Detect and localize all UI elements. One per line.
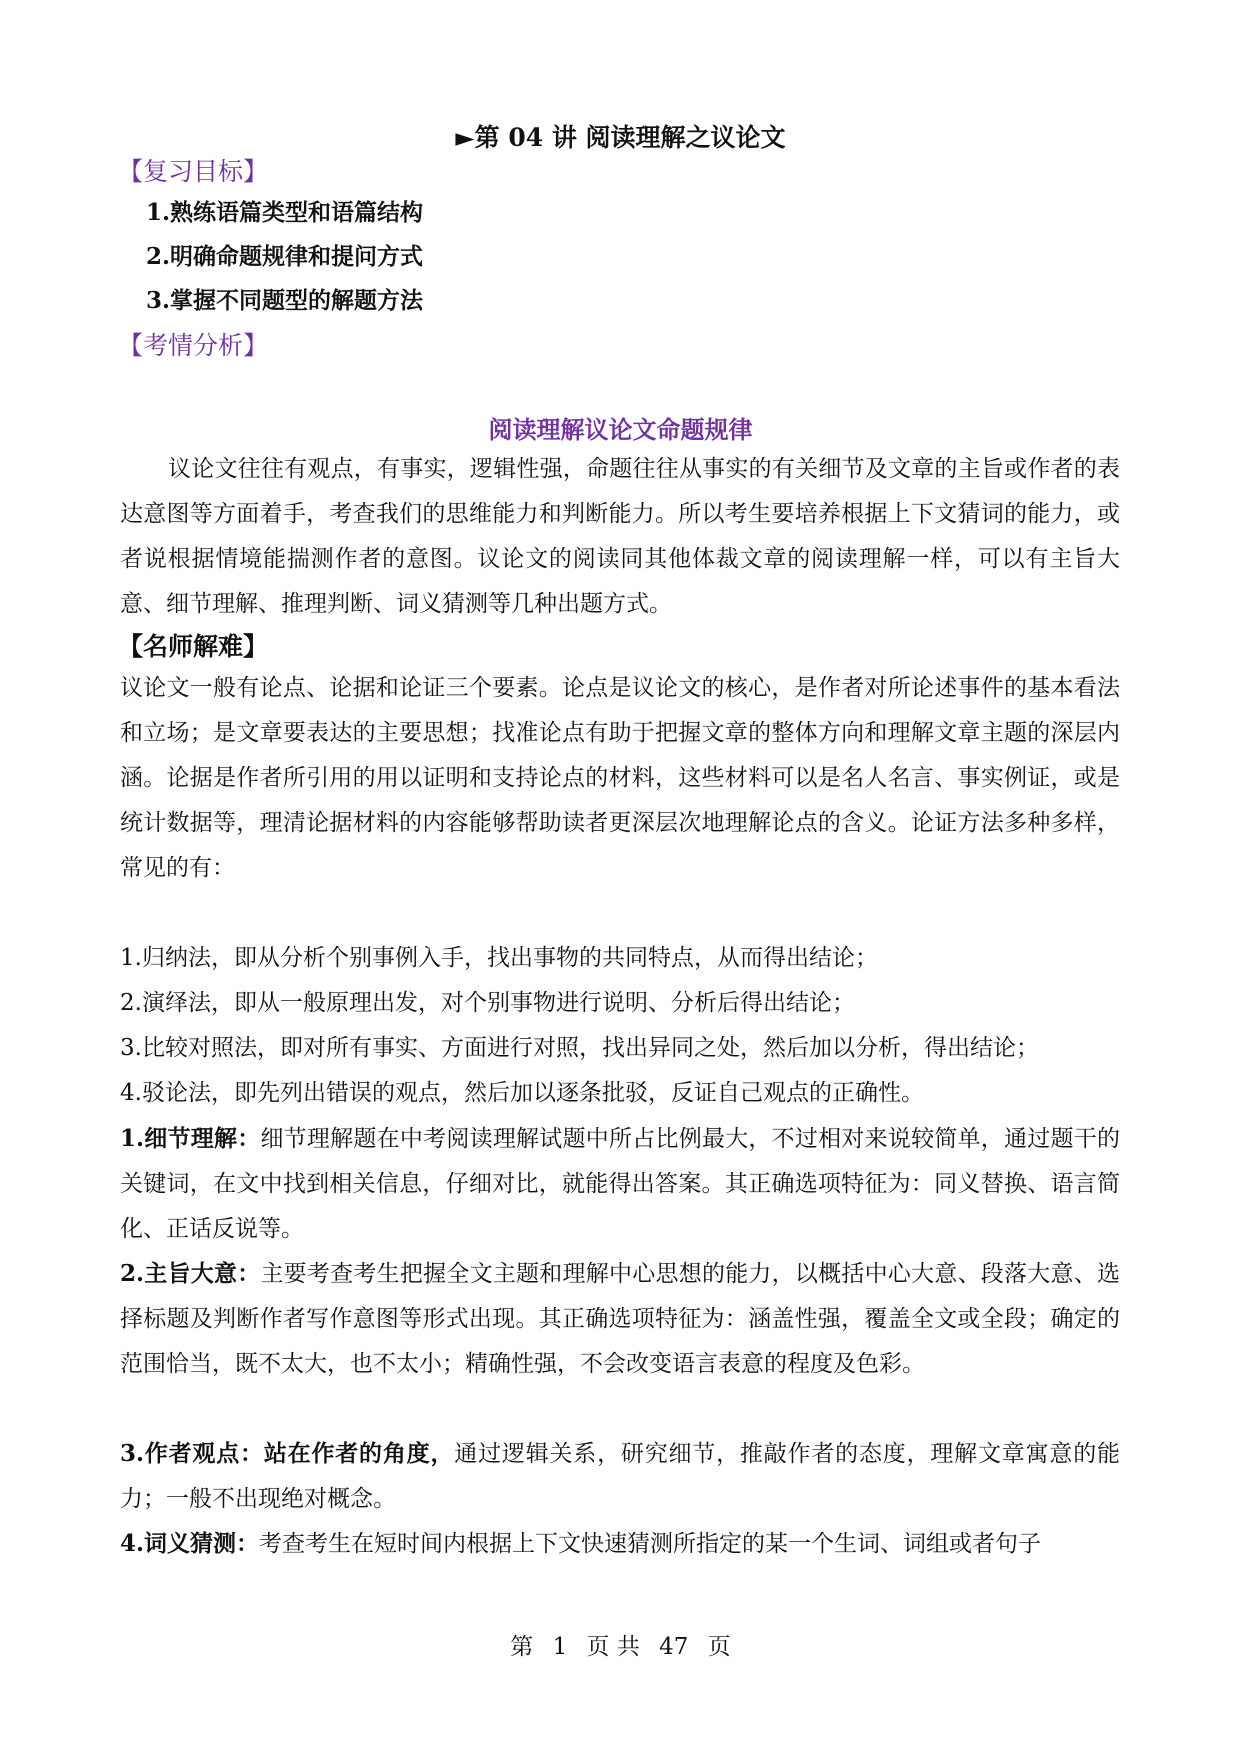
review-goals-heading: 【复习目标】 (118, 157, 269, 186)
teacher-intro-paragraph: 议论文一般有论点、论据和论证三个要素。论点是议论文的核心，是作者对所论述事件的基本看法和立场；是文章要表达的主要思想；找准论点有助于把握文章的整体方向和理解文章主题的深层内涵。论据是作者所引用的用以证明和支持论点的材料，这些材料可以是名人名言、事实例证，或是统计数据等，理清论据材料的内容能够帮助读者更深层次地理解论点的含义。论证方法多种多样，常见的有： (120, 675, 1120, 881)
type-label: 1.细节理解： (120, 1125, 261, 1152)
method-item: 2.演绎法，即从一般原理出发，对个别事物进行说明、分析后得出结论； (120, 990, 855, 1016)
type-text: 主要考查考生把握全文主题和理解中心思想的能力，以概括中心大意、段落大意、选择标题及判断作者写作意图等形式出现。其正确选项特征为：涵盖性强，覆盖全文或全段；确定的范围恰当，既不太大，也不太小；精确性强，不会改变语言表意的程度及色彩。 (120, 1261, 1120, 1377)
footer-suffix: 页 (707, 1634, 731, 1660)
footer-mid: 页 共 (586, 1634, 640, 1660)
goal-item: 3.掌握不同题型的解题方法 (146, 287, 424, 314)
type-label: 2.主旨大意： (120, 1260, 261, 1287)
teacher-heading: 【名师解难】 (118, 632, 269, 661)
goal-item: 1.熟练语篇类型和语篇结构 (146, 199, 424, 226)
footer-prefix: 第 (510, 1634, 534, 1660)
method-item: 3.比较对照法，即对所有事实、方面进行对照，找出异同之处，然后加以分析，得出结论； (120, 1035, 1039, 1061)
type-text: 通过逻辑关系，研究细节，推敲作者的态度，理解文章寓意的能力；一般不出现绝对概念。 (120, 1441, 1121, 1512)
footer-page-number: 1 (552, 1634, 568, 1660)
type-label: 4.词义猜测： (120, 1530, 260, 1557)
type-paragraph-detail (120, 1116, 1120, 1252)
type-label: 3.作者观点：站在作者的角度， (120, 1440, 455, 1467)
type-text: 细节理解题在中考阅读理解试题中所占比例最大，不过相对来说较简单，通过题干的关键词，在文中找到相关信息，仔细对比，就能得出答案。其正确选项特征为：同义替换、语言简化、正话反说等。 (120, 1126, 1120, 1242)
method-item: 4.驳论法，即先列出错误的观点，然后加以逐条批驳，反证自己观点的正确性。 (120, 1080, 924, 1106)
method-item: 1.归纳法，即从分析个别事例入手，找出事物的共同特点，从而得出结论； (120, 945, 878, 971)
type-paragraph-main-idea (120, 1251, 1120, 1387)
type-paragraph-author-view (120, 1431, 1120, 1522)
footer-total-pages: 47 (659, 1634, 689, 1660)
page-footer (0, 1628, 1241, 1661)
type-paragraph-word-guess (120, 1521, 1120, 1567)
goal-item: 2.明确命题规律和提问方式 (146, 243, 424, 270)
analysis-paragraph: 议论文往往有观点，有事实，逻辑性强，命题往往从事实的有关细节及文章的主旨或作者的表达意图等方面着手，考查我们的思维能力和判断能力。所以考生要培养根据上下文猜词的能力，或者说根据情境能揣测作者的意图。议论文的阅读同其他体裁文章的阅读理解一样，可以有主旨大意、细节理解、推理判断、词义猜测等几种出题方式。 (120, 456, 1120, 617)
type-text: 考查考生在短时间内根据上下文快速猜测所指定的某一个生词、词组或者句子 (259, 1531, 1042, 1557)
lesson-title: ►第 04 讲 阅读理解之议论文 (455, 123, 786, 152)
analysis-heading: 【考情分析】 (118, 331, 269, 360)
analysis-subheading: 阅读理解议论文命题规律 (488, 415, 753, 444)
